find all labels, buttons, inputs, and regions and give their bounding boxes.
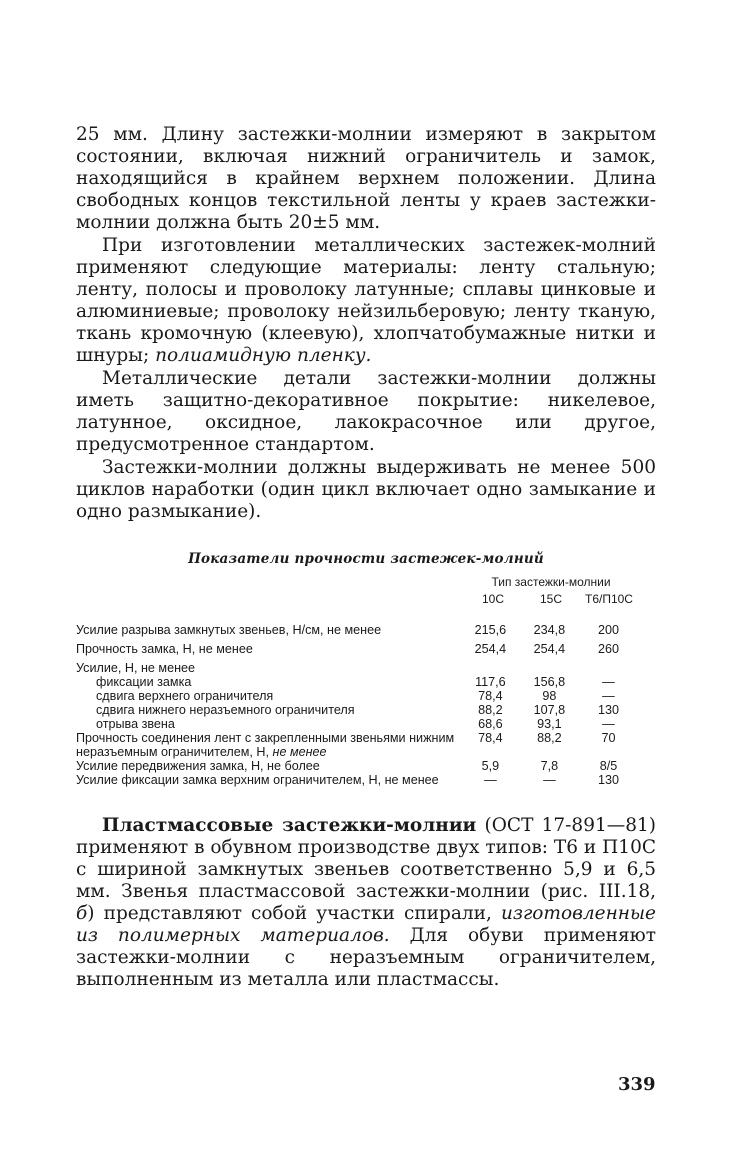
cell-value: 68,6 xyxy=(478,717,503,731)
paragraph-2 xyxy=(76,235,656,367)
cell-value: 78,4 xyxy=(478,689,503,703)
cell-value: 78,4 xyxy=(478,731,503,745)
cell-value xyxy=(579,661,638,675)
table-row xyxy=(76,759,638,773)
cell-value: 254,4 xyxy=(533,642,566,656)
cell-value: 117,6 xyxy=(475,675,506,689)
cell-value: 98 xyxy=(542,689,557,703)
table-row xyxy=(76,689,638,703)
cell-value: — xyxy=(602,717,615,731)
table-row xyxy=(76,731,638,759)
row-label xyxy=(76,731,461,759)
table-row xyxy=(76,642,638,656)
cell-value: 200 xyxy=(597,623,619,637)
row-label-text: Прочность соединения лент с закрепленными звеньями нижним неразъемным ограничителем, Н, xyxy=(76,731,455,759)
cell-value: 70 xyxy=(601,731,616,745)
strength-table xyxy=(76,623,638,787)
page-number: 339 xyxy=(618,1074,656,1095)
row-label: сдвига верхнего ограничителя xyxy=(96,689,274,703)
row-label: отрыва звена xyxy=(96,717,175,731)
cell-value: 88,2 xyxy=(478,703,503,717)
table-group-header: Тип застежки-молнии xyxy=(491,575,611,589)
cell-value: 5,9 xyxy=(481,759,500,773)
row-label: фиксации замка xyxy=(96,675,192,689)
paragraph-5-italic: изготовленные из полимерных материалов. xyxy=(76,903,656,946)
cell-value: 107,8 xyxy=(533,703,566,717)
paragraph-2-italic: полиамидную пленку. xyxy=(155,345,372,366)
cell-value: 88,2 xyxy=(537,731,562,745)
paragraph-5 xyxy=(76,815,656,991)
cell-value: 156,8 xyxy=(533,675,566,689)
page-content xyxy=(76,124,656,991)
cell-value: — xyxy=(543,773,556,787)
paragraph-2-text: При изготовлении металлических застежек-молний применяют следующие материалы: ленту стальную; ленту, полосы и проволоку латунные; сплавы цинковые и алюминиевые; проволоку нейзильберовую; ленту тканую, ткань кромочную (клеевую), хлопчатобумажные нитки и шнуры; xyxy=(76,235,656,366)
paragraph-5-text-c: Для обуви применяют застежки-молнии с неразъемным ограничителем, выполненным из металла или пластмассы. xyxy=(76,925,656,990)
table-row xyxy=(76,773,638,787)
row-label: Усилие разрыва замкнутых звеньев, Н/см, не менее xyxy=(76,623,382,637)
cell-value: 8/5 xyxy=(599,759,618,773)
table-title: Показатели прочности застежек-молний xyxy=(188,551,544,567)
table-header xyxy=(76,575,656,613)
table-row xyxy=(76,623,638,637)
row-label: Усилие, Н, не менее xyxy=(76,661,196,675)
cell-value: 130 xyxy=(597,703,619,717)
paragraph-5-text-b: ) представляют собой участки спирали, xyxy=(87,903,492,924)
table-row xyxy=(76,717,638,731)
column-header-t6-p10c: Т6/П10С xyxy=(585,592,633,606)
paragraph-3: Металлические детали застежки-молнии должны иметь защитно-декоративное покрытие: никелевое, латунное, оксидное, лакокрасочное или другое, предусмотренное стандартом. xyxy=(76,368,656,455)
cell-value: 130 xyxy=(597,773,619,787)
row-label: Усилие фиксации замка верхним ограничителем, Н, не менее xyxy=(76,773,439,787)
cell-value xyxy=(520,661,579,675)
row-label: Прочность замка, Н, не менее xyxy=(76,642,253,656)
cell-value: — xyxy=(484,773,497,787)
row-label-italic: не менее xyxy=(272,745,327,759)
column-header-15c: 15С xyxy=(539,592,562,606)
paragraph-5-text-a: (ОСТ 17-891—81) применяют в обувном производстве двух типов: Т6 и П10С с шириной замкнутых звеньев соответственно 5,9 и 6,5 мм. Звенья пластмассовой застежки-молнии (рис. III.18, xyxy=(76,815,656,902)
cell-value: 93,1 xyxy=(537,717,562,731)
cell-value: — xyxy=(602,689,615,703)
row-label: сдвига нижнего неразъемного ограничителя xyxy=(96,703,355,717)
paragraph-1: 25 мм. Длину застежки-молнии измеряют в закрытом состоянии, включая нижний ограничитель и замок, находящийся в крайнем верхнем положении. Длина свободных концов текстильной ленты у краев застежки-молнии должна быть 20±5 мм. xyxy=(76,124,656,233)
table-row xyxy=(76,703,638,717)
cell-value: 254,4 xyxy=(474,642,507,656)
cell-value xyxy=(461,661,520,675)
cell-value: 234,8 xyxy=(533,623,566,637)
cell-value: 7,8 xyxy=(540,759,559,773)
cell-value: 260 xyxy=(597,642,619,656)
figure-ref-letter: б xyxy=(76,903,88,924)
row-label: Усилие передвижения замка, Н, не более xyxy=(76,759,320,773)
cell-value: 215,6 xyxy=(474,623,507,637)
column-header-10c: 10С xyxy=(481,592,504,606)
table-row xyxy=(76,675,638,689)
paragraph-4: Застежки-молнии должны выдерживать не менее 500 циклов наработки (один цикл включает одно замыкание и одно размыкание). xyxy=(76,457,656,522)
cell-value: — xyxy=(602,675,615,689)
table-row xyxy=(76,661,638,675)
paragraph-5-bold: Пластмассовые застежки-молнии xyxy=(102,815,477,836)
